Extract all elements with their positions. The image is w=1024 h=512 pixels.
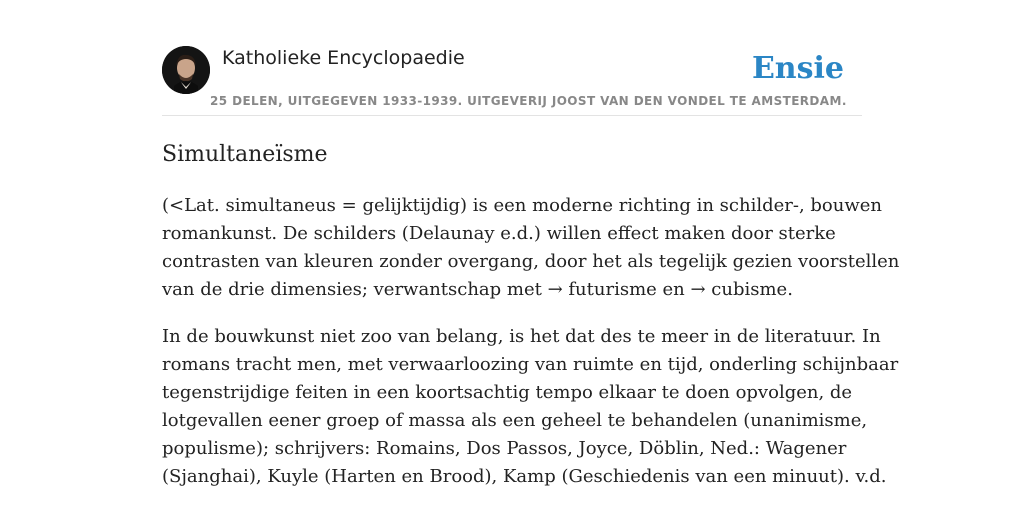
entry-title: Simultaneïsme [162, 142, 328, 167]
paragraph-line: tegenstrijdige feiten in een koortsachtig tempo elkaar te doen opvolgen, de [162, 382, 853, 403]
vondel-portrait-icon [162, 46, 210, 94]
article-card [162, 0, 900, 512]
book-title[interactable]: Katholieke Encyclopaedie [222, 47, 465, 69]
header [162, 0, 862, 116]
paragraph-line: romankunst. De schilders (Delaunay e.d.) willen effect maken door sterke [162, 223, 836, 244]
paragraph-line: lotgevallen eener groep of massa als een geheel te behandelen (unanimisme, [162, 410, 868, 431]
book-subtitle: 25 DELEN, UITGEGEVEN 1933-1939. UITGEVERIJ JOOST VAN DEN VONDEL TE AMSTERDAM. [210, 94, 847, 108]
brand-logo[interactable]: Ensie [751, 51, 844, 86]
paragraph-line: (Sjanghai), Kuyle (Harten en Brood), Kamp (Geschiedenis van een minuut). v.d. [162, 466, 887, 487]
paragraph-line: contrasten van kleuren zonder overgang, door het als tegelijk gezien voorstellen [162, 251, 900, 272]
paragraph-line: romans tracht men, met verwaarloozing van ruimte en tijd, onderling schijnbaar [162, 354, 899, 375]
paragraph-line: In de bouwkunst niet zoo van belang, is het dat des te meer in de literatuur. In [162, 326, 881, 347]
paragraph-1 [162, 192, 900, 304]
paragraph-line: van de drie dimensies; verwantschap met → futurisme en → cubisme. [162, 279, 793, 300]
book-avatar-icon[interactable] [162, 46, 210, 94]
paragraph-2 [162, 323, 899, 491]
paragraph-line: (<Lat. simultaneus = gelijktijdig) is een moderne richting in schilder-, bouwen [162, 195, 882, 216]
paragraph-line: populisme); schrijvers: Romains, Dos Passos, Joyce, Döblin, Ned.: Wagener [162, 438, 847, 459]
